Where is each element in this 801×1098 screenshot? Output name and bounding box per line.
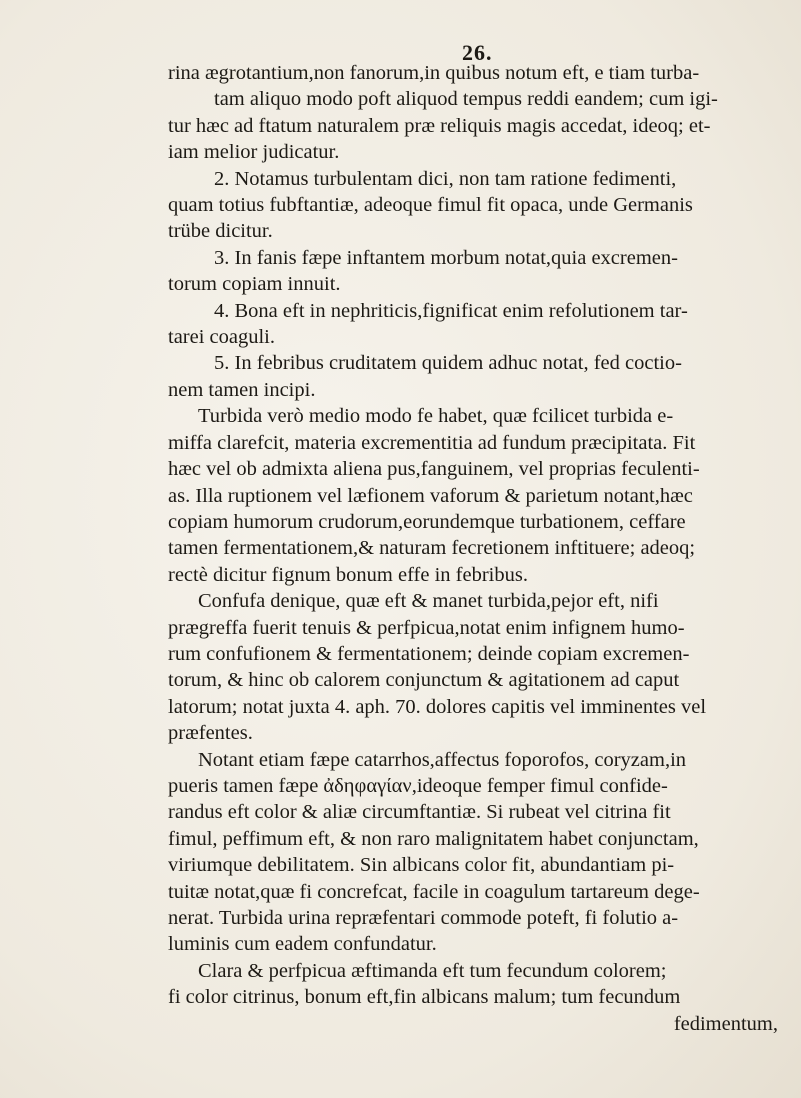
text-line: Notant etiam fæpe catarrhos,affectus foporofos, coryzam,in — [198, 748, 687, 771]
body-text — [168, 60, 788, 1037]
text-line: tam aliquo modo poft aliquod tempus reddi eandem; cum igi- — [214, 88, 718, 111]
text-line: 4. Bona eft in nephriticis,fignificat enim refolutionem tar- — [214, 299, 688, 322]
text-line: as. Illa ruptionem vel læfionem vaforum & parietum notant,hæc — [168, 484, 693, 507]
text-line: torum, & hinc ob calorem conjunctum & agitationem ad caput — [168, 669, 680, 692]
text-line: Turbida verò medio modo fe habet, quæ fcilicet turbida e- — [198, 405, 674, 428]
text-line: fedimentum, — [673, 1012, 778, 1035]
text-line: Clara & perfpicua æftimanda eft tum fecundum colorem; — [198, 959, 667, 982]
text-line: viriumque debilitatem. Sin albicans color fit, abundantiam pi- — [168, 854, 675, 877]
text-line: quam totius fubftantiæ, adeoque fimul fit opaca, unde Germanis — [168, 194, 693, 217]
text-line: prægreffa fuerit tenuis & perfpicua,notat enim infignem humo- — [168, 616, 685, 639]
text-line: tarei coaguli. — [168, 326, 276, 349]
text-line: torum copiam innuit. — [168, 273, 341, 296]
text-line: 2. Notamus turbulentam dici, non tam ratione fedimenti, — [214, 167, 677, 190]
text-line: trübe dicitur. — [168, 220, 273, 243]
text-line: randus eft color & aliæ circumftantiæ. Si rubeat vel citrina fit — [168, 801, 671, 824]
text-line: rectè dicitur fignum bonum effe in febribus. — [168, 563, 528, 586]
text-line: latorum; notat juxta 4. aph. 70. dolores capitis vel imminentes vel — [168, 695, 707, 718]
text-line: iam melior judicatur. — [168, 141, 340, 164]
text-line: hæc vel ob admixta aliena pus,fanguinem, vel proprias feculenti- — [168, 458, 700, 481]
text-line: miffa clarefcit, materia excrementitia ad fundum præcipitata. Fit — [168, 431, 696, 454]
text-line: fi color citrinus, bonum eft,fin albicans malum; tum fecundum — [168, 986, 681, 1009]
page-number: 26. — [462, 40, 493, 65]
text-line: nem tamen incipi. — [168, 378, 316, 401]
text-line: copiam humorum crudorum,eorundemque turbationem, ceffare — [168, 510, 686, 533]
text-line: rum confufionem & fermentationem; deinde copiam excremen- — [168, 642, 690, 665]
text-line: tuitæ notat,quæ fi concrefcat, facile in coagulum tartareum dege- — [168, 880, 700, 903]
text-line: Confufa denique, quæ eft & manet turbida,pejor eft, nifi — [198, 590, 659, 613]
text-line: luminis cum eadem confundatur. — [168, 933, 437, 956]
text-line: tamen fermentationem,& naturam fecretionem inftituere; adeoq; — [168, 537, 696, 560]
text-line: nerat. Turbida urina repræfentari commode poteft, fi folutio a- — [168, 907, 679, 929]
text-line: tur hæc ad ftatum naturalem præ reliquis magis accedat, ideoq; et- — [168, 114, 711, 137]
text-line: pueris tamen fæpe ἀδηφαγίαν,ideoque femper fimul confide- — [168, 774, 668, 797]
text-line: præfentes. — [168, 722, 253, 745]
text-line: rina ægrotantium,non fanorum,in quibus notum eft, e tiam turba- — [168, 62, 700, 84]
text-line: fimul, peffimum eft, & non raro malignitatem habet conjunctam, — [168, 827, 699, 850]
text-line: 5. In febribus cruditatem quidem adhuc notat, fed coctio- — [214, 352, 682, 375]
text-line: 3. In fanis fæpe inftantem morbum notat,quia excremen- — [214, 246, 678, 269]
